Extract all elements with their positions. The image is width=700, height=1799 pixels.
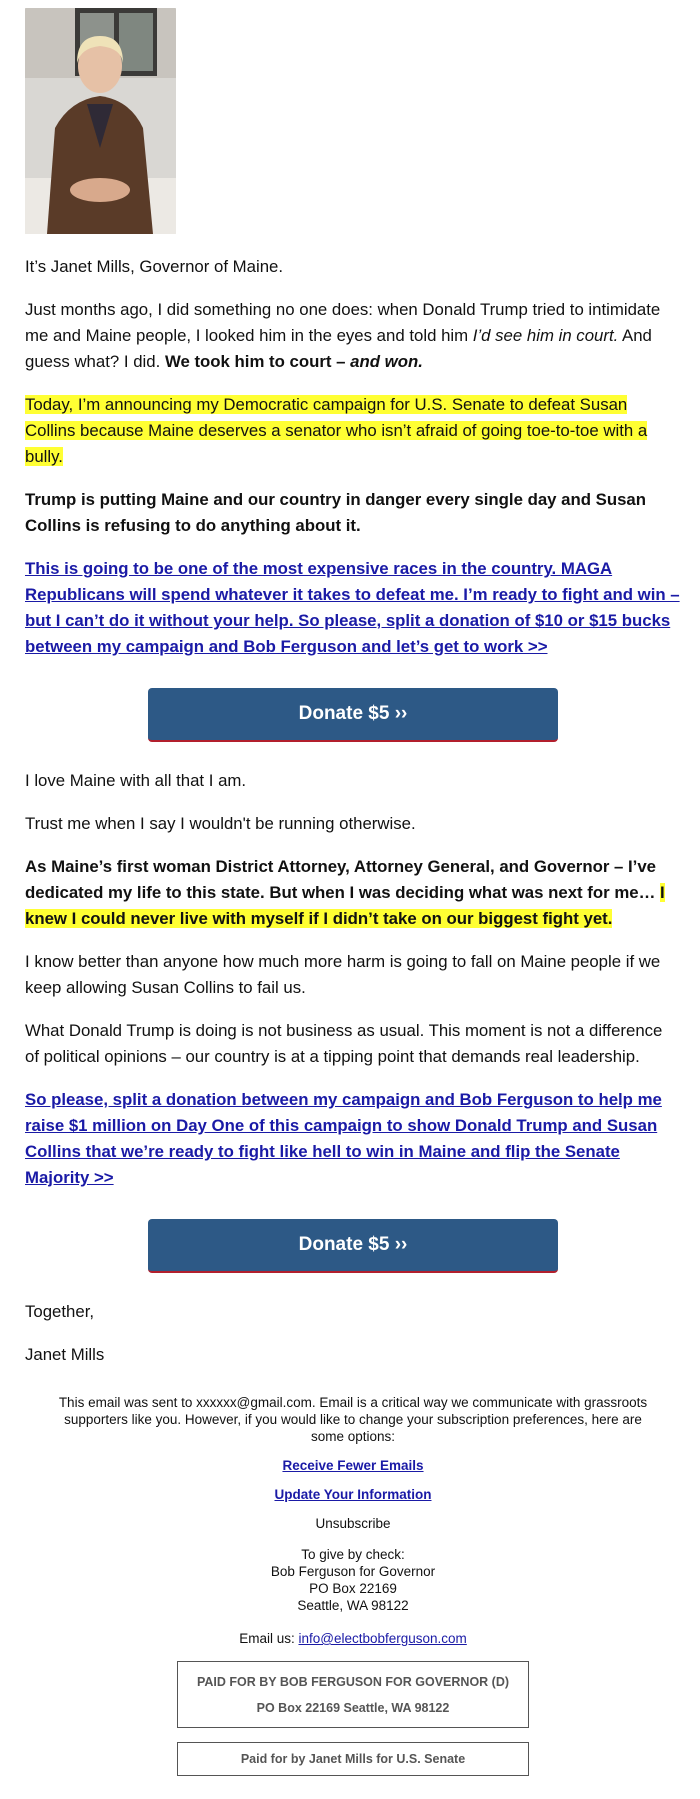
donate-button-1[interactable]: Donate $5 ›› <box>148 688 558 742</box>
update-information-link[interactable]: Update Your Information <box>274 1487 432 1502</box>
check-address <box>25 1546 681 1614</box>
check-po-box: PO Box 22169 <box>309 1581 397 1596</box>
paid-for-line-1: PAID FOR BY BOB FERGUSON FOR GOVERNOR (D) <box>196 1675 510 1689</box>
paid-for-line-2: PO Box 22169 Seattle, WA 98122 <box>256 1701 450 1715</box>
intro-line: It’s Janet Mills, Governor of Maine. <box>25 257 284 276</box>
harm-paragraph: I know better than anyone how much more harm is going to fall on Maine people if we keep allowing Susan Collins to fail us. <box>25 952 661 997</box>
subscription-notice: This email was sent to xxxxxx@gmail.com. Email is a critical way we communicate with grassroots supporters like you. However, if you would like to change your subscription preferences, here are some options: <box>58 1395 648 1444</box>
announcement-highlight: Today, I’m announcing my Democratic campaign for U.S. Senate to defeat Susan Collins because Maine deserves a senator who isn’t afraid of going toe-to-toe with a bully. <box>25 395 648 466</box>
donation-link-paragraph-2 <box>25 1087 681 1191</box>
check-name: Bob Ferguson for Governor <box>270 1564 436 1579</box>
contact-email <box>25 1630 681 1647</box>
check-label: To give by check: <box>301 1547 405 1562</box>
court-text-bold-italic: and won. <box>350 352 423 371</box>
dedication-highlight: I knew I could never live with myself if I didn’t take on our biggest fight yet. <box>25 883 665 928</box>
court-text-c: And guess what? I did. <box>25 326 652 371</box>
paid-for-box-ferguson <box>177 1661 529 1728</box>
contact-email-link[interactable]: info@electbobferguson.com <box>298 1631 467 1646</box>
signoff: Together, <box>25 1302 95 1321</box>
announcement-paragraph <box>25 392 681 470</box>
court-text-italic: I’d see him in court. <box>472 326 619 345</box>
receive-fewer-emails-link[interactable]: Receive Fewer Emails <box>282 1458 424 1473</box>
donation-link-1[interactable]: This is going to be one of the most expensive races in the country. MAGA Republicans will spend whatever it takes to defeat me. I’m ready to fight and win – but I can’t do it without your help. So please, split a donation of $10 or $15 bucks between my campaign and Bob Ferguson and let’s get to work >> <box>25 559 680 656</box>
paid-for-box-mills: Paid for by Janet Mills for U.S. Senate <box>177 1742 529 1776</box>
court-text-bold: We took him to court – <box>164 352 351 371</box>
trust-me-line: Trust me when I say I wouldn't be running otherwise. <box>25 814 416 833</box>
tipping-point-paragraph: What Donald Trump is doing is not business as usual. This moment is not a difference of political opinions – our country is at a tipping point that demands real leadership. <box>25 1021 663 1066</box>
dedication-paragraph <box>25 854 681 932</box>
love-maine-line: I love Maine with all that I am. <box>25 771 247 790</box>
janet-mills-photo <box>25 8 176 234</box>
signature: Janet Mills <box>25 1345 105 1364</box>
dedication-bold: As Maine’s first woman District Attorney, Attorney General, and Governor – I’ve dedicated my life to this state. But when I was deciding what was next for me… <box>25 857 661 902</box>
court-paragraph <box>25 297 681 375</box>
check-city: Seattle, WA 98122 <box>297 1598 409 1613</box>
donate-button-2[interactable]: Donate $5 ›› <box>148 1219 558 1273</box>
unsubscribe-link[interactable]: Unsubscribe <box>315 1516 391 1531</box>
donation-link-paragraph <box>25 556 681 660</box>
donation-link-2[interactable]: So please, split a donation between my campaign and Bob Ferguson to help me raise $1 million on Day One of this campaign to show Donald Trump and Susan Collins that we’re ready to fight like hell to win in Maine and flip the Senate Majority >> <box>25 1090 662 1187</box>
email-footer <box>25 1394 681 1776</box>
court-text-a: Just months ago, I did something no one does: when Donald Trump tried to intimidate me and Maine people, I looked him in the eyes and told him <box>25 300 661 345</box>
email-label: Email us: <box>239 1631 299 1646</box>
danger-paragraph: Trump is putting Maine and our country in danger every single day and Susan Collins is refusing to do anything about it. <box>25 490 647 535</box>
